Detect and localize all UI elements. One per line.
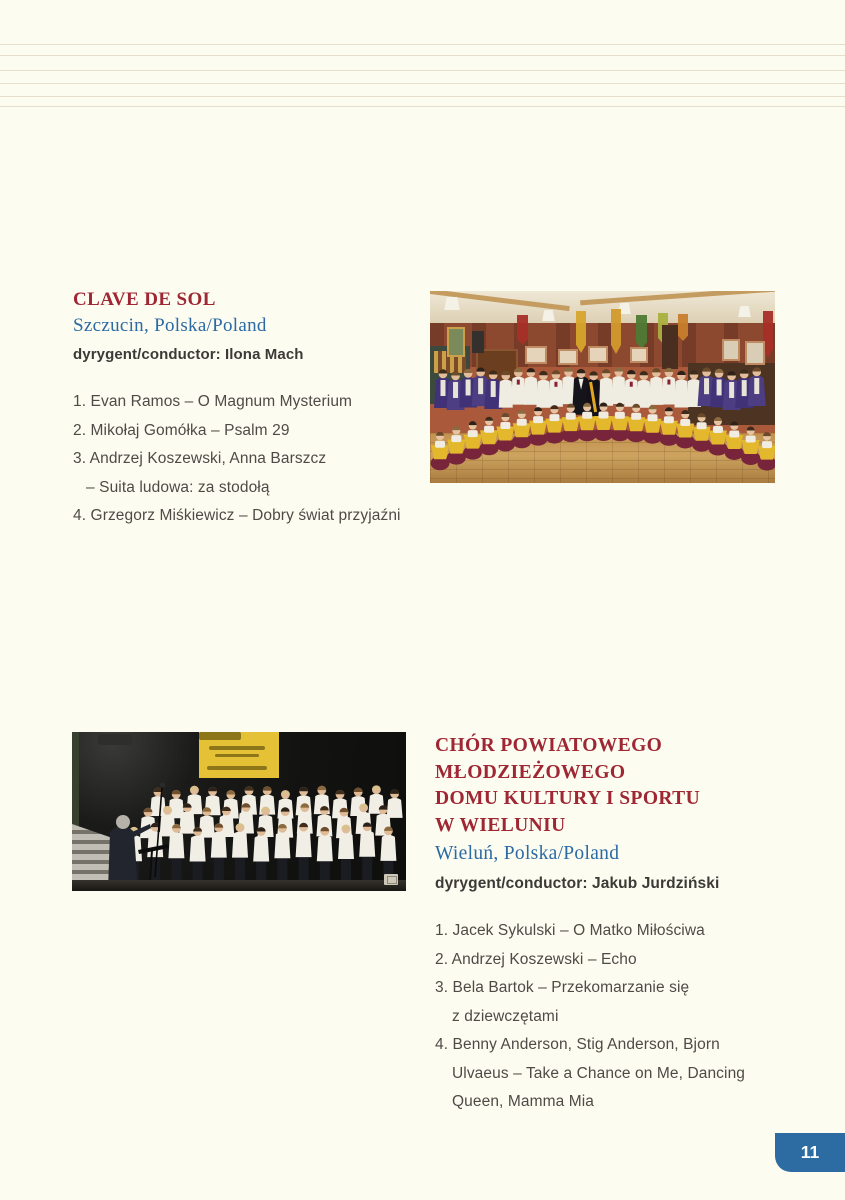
kneeling-choir-member — [529, 407, 548, 446]
staff-line — [0, 70, 845, 71]
kneeling-choir-member — [676, 410, 695, 449]
kneeling-choir-member — [512, 410, 531, 449]
song-item-continuation: z dziewczętami — [452, 1007, 559, 1025]
choir-singer — [387, 790, 403, 818]
choir-location: Szczucin, Polska/Poland — [73, 315, 267, 336]
choir-name-line: DOMU KULTURY I SPORTU — [435, 788, 701, 809]
song-item-continuation: – Suita ludowa: za stodołą — [86, 478, 270, 496]
standing-choir-member — [524, 368, 538, 405]
kneeling-choir-member — [741, 426, 760, 465]
kneeling-choir-member — [758, 432, 776, 471]
staff-line — [0, 106, 845, 107]
kneeling-choir-member — [643, 405, 662, 444]
kneeling-choir-member — [480, 417, 499, 456]
page-number-badge — [775, 1133, 845, 1172]
stage-front-edge — [72, 880, 406, 891]
microphone-icon — [160, 782, 165, 787]
standing-choir-member — [624, 370, 638, 407]
staff-line — [0, 83, 845, 84]
conductor-line: dyrygent/conductor: Jakub Jurdziński — [435, 875, 720, 892]
standing-choir-member — [612, 367, 626, 404]
song-item-continuation: Queen, Mamma Mia — [452, 1093, 595, 1110]
standing-choir-member — [662, 368, 676, 405]
song-item: 4. Grzegorz Miśkiewicz – Dobry świat przyjaźni — [73, 507, 401, 524]
choir-name — [435, 733, 830, 839]
conductor-line: dyrygent/conductor: Ilona Mach — [73, 346, 304, 363]
standing-choir-member — [549, 370, 563, 407]
choir-photo-clave-de-sol — [430, 291, 775, 483]
kneeling-choir-member — [659, 407, 678, 446]
choir-name-line: CHÓR POWIATOWEGO — [435, 735, 663, 756]
choir-location: Wieluń, Polska/Poland — [435, 843, 620, 864]
kneeling-choir-member — [627, 404, 646, 443]
song-list — [435, 917, 830, 1117]
standing-choir-member — [748, 367, 766, 406]
choir-name-line: CLAVE DE SOL — [73, 289, 216, 310]
choir-group-illustration — [430, 291, 775, 483]
photo-watermark — [384, 874, 398, 885]
entry-text-block — [73, 289, 433, 531]
song-item: 4. Benny Anderson, Stig Anderson, Bjorn — [435, 1036, 720, 1053]
page-number: 11 — [800, 1142, 820, 1162]
standing-choir-member — [599, 369, 613, 406]
kneeling-choir-member — [431, 432, 450, 471]
song-item: 2. Mikołaj Gomółka – Psalm 29 — [73, 421, 290, 439]
kneeling-choir-member — [447, 426, 466, 465]
standing-choir-member — [649, 368, 663, 405]
staff-line — [0, 44, 845, 45]
standing-choir-member — [674, 371, 688, 408]
song-item-continuation: Ulvaeus – Take a Chance on Me, Dancing — [452, 1064, 746, 1082]
staff-line — [0, 96, 845, 97]
standing-choir-member — [499, 371, 513, 408]
kneeling-choir-member — [725, 421, 744, 460]
standing-choir-member — [536, 371, 550, 408]
choir-name — [73, 289, 433, 311]
song-item: 3. Bela Bartok – Przekomarzanie się — [435, 979, 690, 996]
song-item: 1. Jacek Sykulski – O Matko Miłościwa — [435, 922, 705, 939]
kneeling-choir-member — [463, 421, 482, 460]
choir-group-illustration — [72, 732, 406, 891]
song-item: 2. Andrzej Koszewski – Echo — [435, 950, 637, 968]
choir-name-line: W WIELUNIU — [435, 814, 566, 836]
kneeling-choir-member — [610, 403, 629, 442]
standing-choir-member — [637, 371, 651, 408]
song-list — [73, 388, 433, 531]
choir-photo-wielun — [72, 732, 406, 891]
song-item: 1. Evan Ramos – O Magnum Mysterium — [73, 393, 353, 410]
kneeling-choir-member — [692, 413, 711, 452]
kneeling-choir-member — [545, 405, 564, 444]
standing-choir-member — [511, 368, 525, 405]
staff-line — [0, 55, 845, 56]
choir-name-line: MŁODZIEŻOWEGO — [435, 761, 626, 783]
kneeling-choir-member — [708, 417, 727, 456]
kneeling-choir-member — [496, 413, 515, 452]
song-item: 3. Andrzej Koszewski, Anna Barszcz — [73, 450, 327, 467]
entry-text-block — [435, 733, 830, 1117]
